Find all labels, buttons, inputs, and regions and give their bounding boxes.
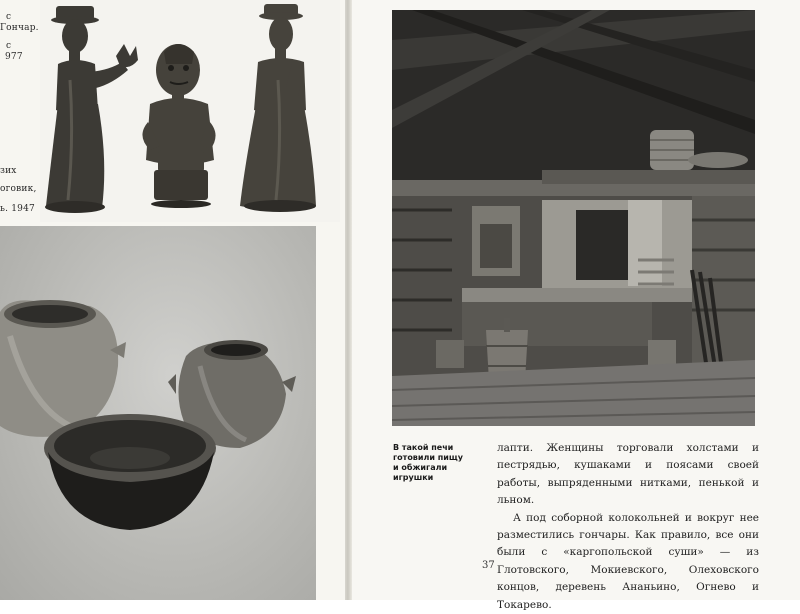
pottery-illustration (0, 226, 316, 600)
page-number: 37 (482, 560, 495, 571)
pottery-photo (0, 226, 316, 600)
caption-line: и обжигали (393, 463, 448, 472)
paragraph: А под соборной колокольней и вокруг нее разместились гончары. Как правило, все они были с «каргопольской суши» — из Глотовского, Мокиевского, Олеховского концов, деревень Ананьино, Огнево и Токарево. (497, 511, 759, 611)
interior-illustration (392, 10, 755, 426)
interior-photo (392, 10, 755, 426)
caption-fragment: Гончар. (0, 23, 39, 33)
figurines-illustration (40, 0, 340, 222)
figurine-woman-bird (45, 6, 138, 213)
caption-fragment: 977 (5, 52, 23, 62)
caption-fragment: с (6, 12, 12, 22)
caption-fragment: с (6, 41, 12, 51)
bowl (44, 414, 216, 530)
figurine-woman-hat (240, 4, 316, 212)
caption-line: В такой печи (393, 443, 454, 452)
book-gutter (345, 0, 352, 600)
body-text (497, 440, 759, 614)
left-page (0, 0, 345, 600)
caption-fragment: ь. 1947 (0, 204, 35, 214)
photo-caption (393, 443, 471, 483)
caption-line: игрушки (393, 473, 434, 482)
figurines-photo (40, 0, 340, 222)
figurine-seated-man (142, 44, 215, 208)
caption-fragment: оговик, (0, 184, 37, 194)
caption-line: готовили пищу (393, 453, 463, 462)
caption-fragment: зих (0, 166, 17, 176)
paragraph: лапти. Женщины торговали холстами и пестрядью, кушаками и поясами своей работы, выпряденными нитками, пенькой и льном. (497, 442, 759, 507)
